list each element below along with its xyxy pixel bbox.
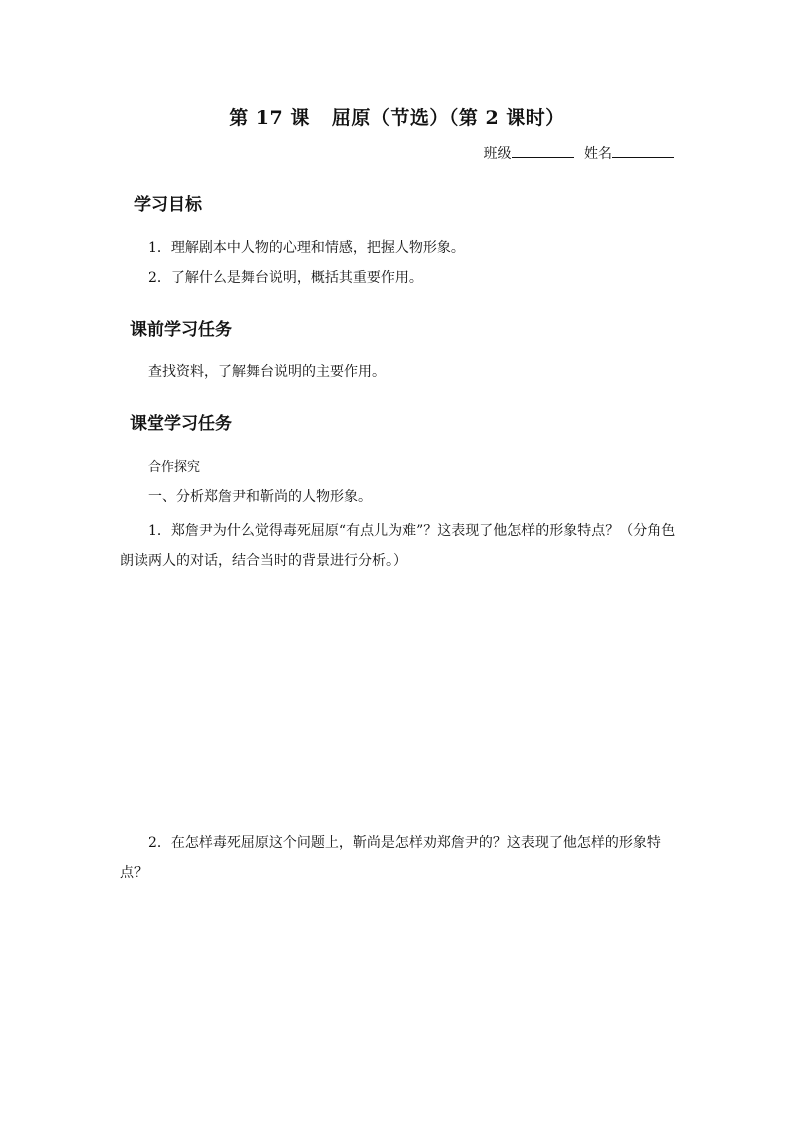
cooperative-inquiry-label: 合作探究 xyxy=(148,460,201,475)
preclass-text: 查找资料，了解舞台说明的主要作用。 xyxy=(148,364,386,380)
student-info xyxy=(484,143,674,163)
question-1: 1．郑詹尹为什么觉得毒死屈原“有点儿为难”？这表现了他怎样的形象特点？（分角色朗读两人的对话，结合当时的背景进行分析。） xyxy=(120,523,676,569)
question-2: 2．在怎样毒死屈原这个问题上，靳尚是怎样劝郑詹尹的？这表现了他怎样的形象特点？ xyxy=(120,835,661,881)
name-blank[interactable] xyxy=(612,143,674,158)
lesson-title: 屈原（节选）（第 2 课时） xyxy=(331,107,565,129)
preclass-heading: 课前学习任务 xyxy=(126,318,236,342)
page-title xyxy=(0,103,794,130)
class-label: 班级 xyxy=(483,146,512,162)
lesson-number: 第 17 课 xyxy=(229,107,310,129)
objective-item-2: 2．了解什么是舞台说明，概括其重要作用。 xyxy=(148,270,423,286)
name-label: 姓名 xyxy=(584,146,612,162)
class-blank[interactable] xyxy=(512,143,574,158)
objective-item-1: 1．理解剧本中人物的心理和情感，把握人物形象。 xyxy=(148,240,465,256)
part-one-heading: 一、分析郑詹尹和靳尚的人物形象。 xyxy=(148,489,372,505)
objectives-heading: 学习目标 xyxy=(130,193,206,217)
inclass-heading: 课堂学习任务 xyxy=(126,412,236,436)
